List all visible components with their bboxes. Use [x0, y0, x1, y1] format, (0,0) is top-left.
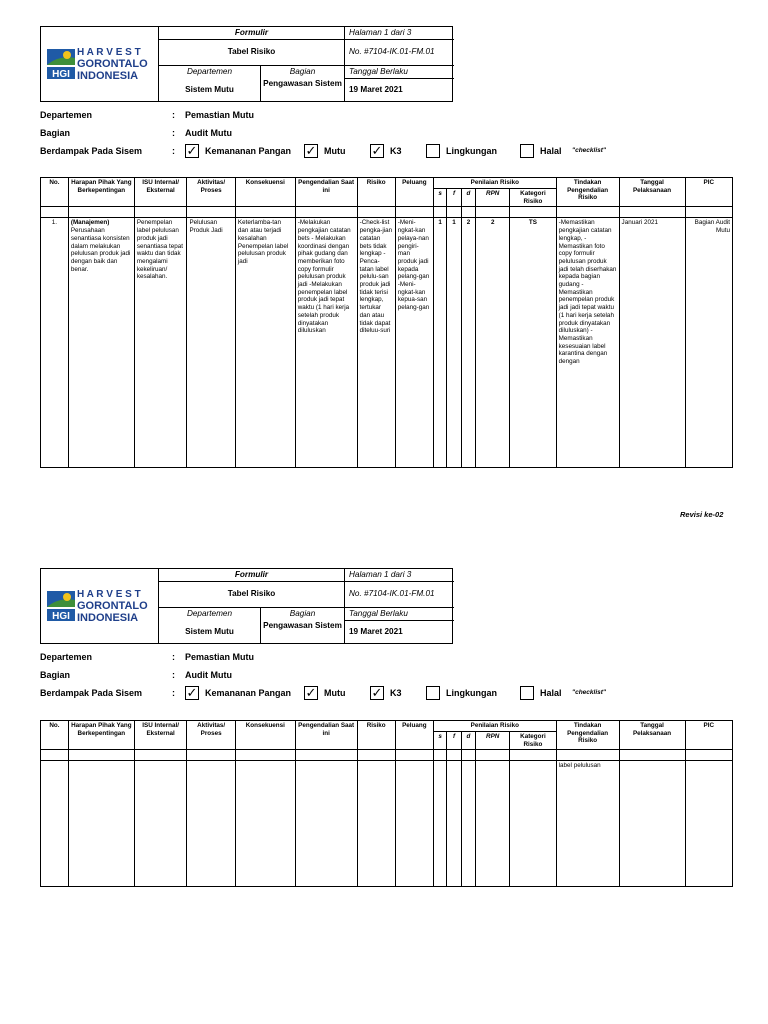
harapan-title: (Manajemen) [70, 219, 110, 227]
section-label: Bagian [289, 67, 316, 76]
departemen-label: Departemen [40, 110, 93, 120]
bagian-label: Bagian [40, 670, 71, 680]
logo-line3: INDONESIA [77, 612, 139, 624]
col-isu: ISU Internal/ Eksternal [134, 178, 187, 207]
col-no: No. [41, 178, 69, 207]
checkbox-k3[interactable]: ✓ [371, 143, 383, 158]
dept-value: Sistem Mutu [185, 627, 234, 636]
checkbox-lingkungan[interactable] [426, 686, 440, 700]
col-rpn: RPN [476, 732, 510, 750]
company-logo [41, 27, 159, 101]
col-tanggal: Tanggal Pelaksanaan [619, 721, 685, 750]
col-rpn: RPN [476, 189, 510, 207]
revision-label: Revisi ke-02 [680, 510, 724, 519]
col-peluang: Peluang [395, 721, 433, 750]
checklist-note: "checklist" [572, 689, 606, 696]
logo-mark: HGI [52, 69, 70, 80]
row-s: 1 [433, 218, 446, 468]
row-risiko: -Check-list pengka-jian catatan bets tidak lengkap -Penca-tatan label pelulu-san produk jadi tidak terisi lengkap, tertukar dan atau tidak dapat diteluu-suri [357, 218, 395, 468]
doc-number: No. #7104-IK.01-FM.01 [349, 589, 435, 598]
col-tindakan: Tindakan Pengendalian Risiko [556, 178, 619, 207]
date-label: Tanggal Berlaku [349, 67, 408, 76]
colon: : [172, 110, 175, 120]
row-konsekuensi: Keterlamba-tan dan atau terjadi kesalahan Penempelan label pelulusan produk jadi [235, 218, 295, 468]
col-d: d [461, 732, 475, 750]
col-harapan: Harapan Pihak Yang Berkepentingan [68, 178, 134, 207]
logo-line2: GORONTALO [77, 58, 148, 70]
col-aktivitas: Aktivitas/ Proses [187, 178, 235, 207]
row-d: 2 [461, 218, 475, 468]
option-kemananan-pangan: Kemananan Pangan [205, 146, 292, 156]
checkbox-mutu[interactable]: ✓ [305, 143, 317, 158]
row-pic: Bagian Audit Mutu [685, 218, 732, 468]
option-k3: K3 [390, 146, 402, 156]
col-s: s [433, 189, 446, 207]
form-header [40, 568, 453, 644]
risk-table [40, 177, 733, 468]
risk-table [40, 720, 733, 887]
bagian-value: Audit Mutu [185, 670, 232, 680]
checkbox-mutu[interactable]: ✓ [305, 685, 317, 700]
option-halal: Halal [540, 688, 562, 698]
section-value: Pengawasan Sistem [263, 621, 342, 630]
logo-line2: GORONTALO [77, 600, 148, 612]
dept-label: Departemen [186, 67, 233, 76]
col-penilaian: Penilaian Risiko [433, 178, 556, 189]
col-konsekuensi: Konsekuensi [235, 721, 295, 750]
col-penilaian: Penilaian Risiko [433, 721, 556, 732]
row-peluang: -Meni-ngkat-kan pelaya-nan pengiri-man produk jadi kepada pelang-gan -Meni-ngkat-kan kepua-san pelang-gan [395, 218, 433, 468]
departemen-value: Pemastian Mutu [185, 110, 255, 120]
row-harapan [68, 218, 134, 468]
harvest-logo-icon [41, 27, 159, 101]
form-label: Formulir [234, 28, 269, 37]
section-value: Pengawasan Sistem [263, 79, 342, 88]
date-label: Tanggal Berlaku [349, 609, 408, 618]
option-lingkungan: Lingkungan [446, 688, 497, 698]
doc-number: No. #7104-IK.01-FM.01 [349, 47, 435, 56]
impact-label: Berdampak Pada Sisem [40, 146, 143, 156]
dept-label: Departemen [186, 609, 233, 618]
col-s: s [433, 732, 446, 750]
page-info: Halaman 1 dari 3 [349, 28, 412, 37]
col-konsekuensi: Konsekuensi [235, 178, 295, 207]
col-no: No. [41, 721, 69, 750]
colon: : [172, 128, 175, 138]
col-tindakan: Tindakan Pengendalian Risiko [556, 721, 619, 750]
option-lingkungan: Lingkungan [446, 146, 497, 156]
harvest-logo-icon [41, 569, 159, 643]
row-aktivitas: Pelulusan Produk Jadi [187, 218, 235, 468]
dept-value: Sistem Mutu [185, 85, 234, 94]
form-header [40, 26, 453, 102]
row-rpn: 2 [476, 218, 510, 468]
col-kategori: Kategori Risiko [510, 189, 556, 207]
checklist-note: "checklist" [572, 147, 606, 154]
colon: : [172, 652, 175, 662]
checkbox-kemananan-pangan[interactable]: ✓ [186, 685, 198, 700]
checkbox-halal[interactable] [520, 144, 534, 158]
col-f: f [447, 732, 461, 750]
row-f: 1 [447, 218, 461, 468]
col-pic: PIC [685, 721, 732, 750]
row-tindakan: -Memastikan pengkajian catatan lengkap, -Memastikan foto copy formulir pelulusan produk jadi telah diserhakan kepada bagian gudang -Memastikan penempelan produk jadi jadi tepat waktu (1 hari kerja setelah produk dinyatakan diluluskan) -Memastikan kesesuaian label karantina dengan dengan [556, 218, 619, 468]
impact-label: Berdampak Pada Sisem [40, 688, 143, 698]
logo-line1: H A R V E S T [77, 47, 141, 58]
section-label: Bagian [289, 609, 316, 618]
date-value: 19 Maret 2021 [349, 85, 403, 94]
date-value: 19 Maret 2021 [349, 627, 403, 636]
col-peluang: Peluang [395, 178, 433, 207]
row-tanggal: Januari 2021 [619, 218, 685, 468]
table-row [41, 218, 733, 468]
col-pengendalian: Pengendalian Saat ini [295, 721, 357, 750]
col-pic: PIC [685, 178, 732, 207]
colon: : [172, 146, 175, 156]
meta-impact [40, 685, 740, 706]
option-halal: Halal [540, 146, 562, 156]
option-kemananan-pangan: Kemananan Pangan [205, 688, 292, 698]
col-risiko: Risiko [357, 178, 395, 207]
bagian-value: Audit Mutu [185, 128, 232, 138]
option-mutu: Mutu [324, 146, 346, 156]
col-risiko: Risiko [357, 721, 395, 750]
bagian-label: Bagian [40, 128, 71, 138]
logo-mark: HGI [52, 611, 70, 622]
checkbox-kemananan-pangan[interactable]: ✓ [186, 143, 198, 158]
page-info: Halaman 1 dari 3 [349, 570, 412, 579]
col-harapan: Harapan Pihak Yang Berkepentingan [68, 721, 134, 750]
harapan-text: Perusahaan senantiasa konsisten dalam melakukan pelulusan produk jadi dengan baik dan benar. [70, 227, 131, 273]
row-pengendalian: -Melakukan pengkajian catatan bets - Melakukan koordinasi dengan pihak gudang dan memberikan foto copy formulir pelulusan produk jadi -Melakukan penempelan label produk jadi tepat waktu (1 hari kerja setelah produk dinyatakan diluluskan [295, 218, 357, 468]
option-k3: K3 [390, 688, 402, 698]
checkbox-k3[interactable]: ✓ [371, 685, 383, 700]
logo-line1: H A R V E S T [77, 589, 141, 600]
departemen-value: Pemastian Mutu [185, 652, 255, 662]
row-no: 1. [41, 218, 69, 468]
colon: : [172, 688, 175, 698]
table-row [41, 761, 733, 887]
form-title: Tabel Risiko [227, 47, 276, 56]
option-mutu: Mutu [324, 688, 346, 698]
logo-line3: INDONESIA [77, 70, 139, 82]
col-pengendalian: Pengendalian Saat ini [295, 178, 357, 207]
col-kategori: Kategori Risiko [510, 732, 556, 750]
row-tindakan: label pelulusan [556, 761, 619, 887]
meta-impact [40, 143, 740, 164]
colon: : [172, 670, 175, 680]
departemen-label: Departemen [40, 652, 93, 662]
col-d: d [461, 189, 475, 207]
col-f: f [447, 189, 461, 207]
row-kategori: TS [510, 218, 556, 468]
row-isu: Penempelan label pelulusan produk jadi senantiasa tepat waktu dan tidak mengalami kekeliruan/ kesalahan. [134, 218, 187, 468]
col-isu: ISU Internal/ Eksternal [134, 721, 187, 750]
form-label: Formulir [234, 570, 269, 579]
form-title: Tabel Risiko [227, 589, 276, 598]
company-logo [41, 569, 159, 643]
col-aktivitas: Aktivitas/ Proses [187, 721, 235, 750]
checkbox-lingkungan[interactable] [426, 144, 440, 158]
col-tanggal: Tanggal Pelaksanaan [619, 178, 685, 207]
checkbox-halal[interactable] [520, 686, 534, 700]
